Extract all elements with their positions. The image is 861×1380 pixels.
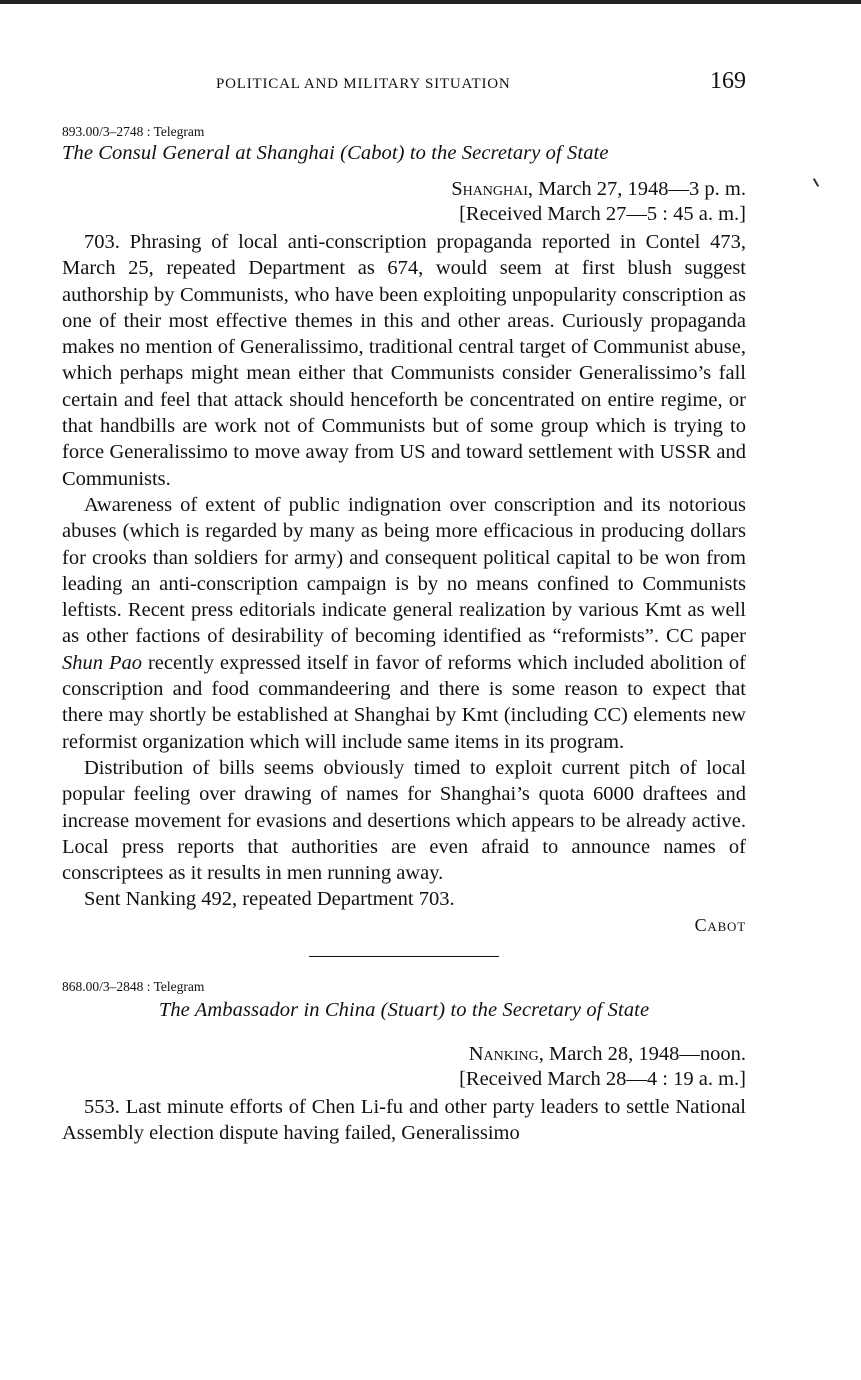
dateline-date: March 28, 1948—noon.: [543, 1042, 746, 1065]
paragraph-text: recently expressed itself in favor of reforms which included abolition of conscription and food commandeering and there is some reason to expect that there may shortly be established at Shanghai by Kmt (including CC) elements new reformist organization which will include same items in its program.: [62, 651, 746, 753]
file-reference: 868.00/3–2848 : Telegram: [62, 978, 205, 994]
file-reference: 893.00/3–2748 : Telegram: [62, 124, 205, 139]
scan-mark: [813, 178, 819, 187]
received-line: [Received March 28—4 : 19 a. m.]: [459, 1067, 746, 1090]
dateline-place: Nanking,: [468, 1042, 544, 1065]
book-page: [62, 64, 746, 1146]
paragraph: 553. Last minute efforts of Chen Li-fu and other party leaders to settle National Assembly election dispute having failed, Generalissimo: [62, 1095, 746, 1145]
running-title: POLITICAL AND MILITARY SITUATION: [216, 76, 511, 92]
dateline: [62, 1042, 746, 1067]
document-title: The Ambassador in China (Stuart) to the Secretary of State: [158, 998, 650, 1021]
dateline-date: March 27, 1948—3 p. m.: [533, 178, 746, 200]
paragraph: Sent Nanking 492, repeated Department 703.: [84, 888, 455, 911]
running-head: [62, 64, 746, 104]
page-number: 169: [710, 68, 746, 94]
newspaper-title: Shun Pao: [62, 651, 142, 674]
section-divider: [309, 956, 499, 957]
paragraph-text: Awareness of extent of public indignation over conscription and its notorious abuses (which is regarded by many as being more efficacious in producing dollars for crooks than soldiers for army) and consequent political capital to be won from leading an anti-conscription campaign is by no means confined to Communists leftists. Recent press editorials indicate general realization by various Kmt as well as other factions of desirability of becoming identified as “reformists”. CC paper: [62, 493, 746, 648]
page-top-edge: [0, 0, 861, 4]
paragraph: [62, 492, 746, 755]
document-title: The Consul General at Shanghai (Cabot) to the Secretary of State: [62, 142, 609, 164]
paragraph: 703. Phrasing of local anti-conscription propaganda reported in Contel 473, March 25, repeated Department as 674, would seem at first blush suggest authorship by Communists, who have been exploiting unpopularity conscription as one of their most effective themes in this and other areas. Curiously propaganda makes no mention of Generalissimo, traditional central target of Communist abuse, which perhaps might mean either that Communists consider Generalissimo’s fall certain and feel that attack should henceforth be concentrated on entire regime, or that handbills are work not of Communists but of some group which is trying to force Generalissimo to move away from US and toward settlement with USSR and Communists.: [62, 231, 746, 490]
dateline-place: Shanghai,: [451, 178, 534, 200]
dateline: [62, 177, 746, 202]
received-line: [Received March 27—5 : 45 a. m.]: [459, 203, 746, 225]
paragraph: Distribution of bills seems obviously timed to exploit current pitch of local popular feeling over drawing of names for Shanghai’s quota 6000 draftees and increase movement for evasions and desertions which appears to be already active. Local press reports that authorities are even afraid to announce names of conscriptees as it results in men running away.: [62, 756, 746, 885]
signature: Cabot: [694, 914, 746, 935]
